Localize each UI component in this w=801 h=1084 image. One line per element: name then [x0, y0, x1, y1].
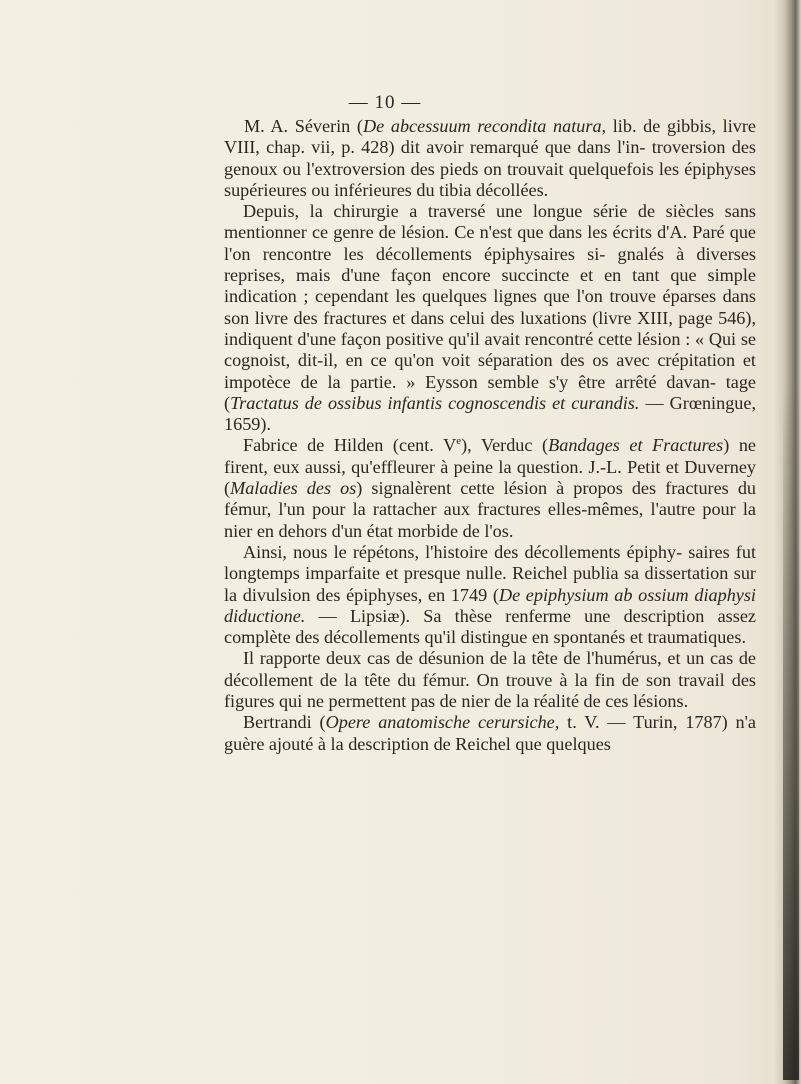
text-run: ), Verduc ( — [461, 435, 549, 456]
text-run: Bertrandi ( — [243, 712, 326, 733]
binding-shadow — [783, 380, 799, 1080]
paragraph — [224, 116, 756, 201]
paragraph — [224, 435, 756, 541]
italic-citation: De abcessuum recondita natura, — [363, 116, 607, 136]
text-run: M. A. Séverin ( — [244, 116, 363, 136]
text-run: Fabrice de Hilden (cent. V — [243, 435, 457, 456]
italic-citation: Bandages et Fractures — [548, 435, 724, 456]
text-run: — Lipsiæ). Sa thèse renferme une description assez complète des décollements qu'il distingue en spontanés et traumatiques. — [224, 605, 756, 648]
text-run: — Grœningue, 1659). — [224, 392, 757, 435]
text-run: Ainsi, nous le répétons, l'histoire des décollements épiphy- saires fut longtemps imparfaite et presque nulle. Reichel publia sa dissertation sur la divulsion des épiphyses, en 1749 ( — [224, 541, 756, 605]
text-run: t. V. — Turin, 1787) n'a guère ajouté à la description de Reichel que quelques — [224, 712, 756, 754]
italic-citation: Opere anatomische cerursiche, — [325, 712, 560, 733]
text-run: lib. de gibbis, livre VIII, chap. vii, p. 428) dit avoir remarqué que dans l'in- troversion des genoux ou l'extroversion des pieds on trouvait quelquefois les épiphyses supérieures ou inférieures du tibia décollées. — [224, 116, 756, 200]
paragraph — [224, 648, 756, 712]
paragraph — [224, 542, 756, 648]
paragraph — [224, 712, 756, 755]
text-run: ) signalèrent cette lésion à propos des fractures du fémur, l'un pour la rattacher aux fractures elles-mêmes, l'autre pour la nier en dehors d'un état morbide de l'os. — [224, 478, 757, 541]
text-run: Il rapporte deux cas de désunion de la tête de l'humérus, et un cas de décollement de la tête du fémur. On trouve à la fin de son travail des figures qui ne permettent pas de nier de la réalité de ces lésions. — [224, 648, 756, 712]
italic-citation: Tractatus de ossibus infantis cognoscendis et curandis. — [230, 392, 640, 413]
body-text — [224, 116, 756, 755]
paragraph — [224, 201, 756, 435]
superscript: e — [456, 435, 462, 448]
italic-citation: De epiphysium ab ossium diaphysi diductione. — [224, 584, 756, 626]
page-number: — 10 — — [348, 92, 422, 113]
italic-citation: Maladies des os — [230, 478, 357, 499]
text-run: Depuis, la chirurgie a traversé une longue série de siècles sans mentionner ce genre de lésion. Ce n'est que dans les écrits d'A. Paré que l'on rencontre les décollements épiphysaires si- gnalés à diverses reprises, mais d'une façon encore succincte et en tant que simple indication ; cependant les quelques lignes que l'on trouve éparses dans son livre des fractures et dans celui des luxations (livre XIII, page 546), indiquent d'une façon positive qu'il avait rencontré cette lésion : « Qui se cognoist, dit-il, en ce qu'on voit séparation des os avec crépitation et impotèce de la partie. » Eysson semble s'y être arrêté davan- tage ( — [224, 201, 756, 413]
text-run: ) ne firent, eux aussi, qu'effleurer à peine la question. J.-L. Petit et Duverney ( — [224, 435, 756, 499]
